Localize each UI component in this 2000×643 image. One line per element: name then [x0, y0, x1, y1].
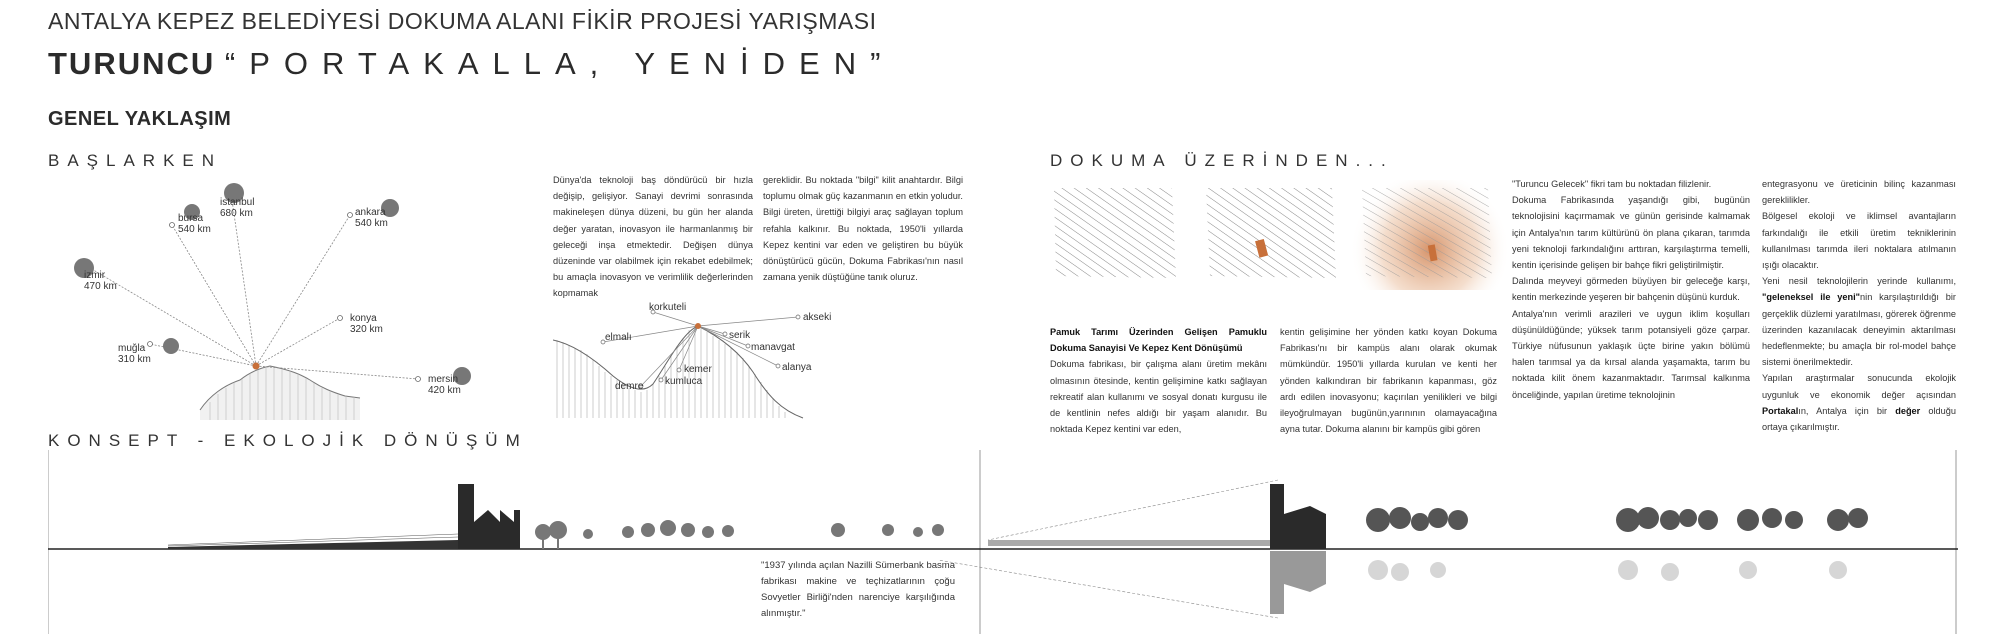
region-map [553, 300, 853, 420]
place-demre: demre [615, 381, 644, 392]
diagram-field-2 [1206, 188, 1336, 278]
text-col3-heading: Pamuk Tarımı Üzerinden Gelişen Pamuklu Dokuma Sanayisi Ve Kepez Kent Dönüşümü [1050, 327, 1267, 354]
text-col6-p2: Bölgesel ekoloji ve iklimsel avantajların farkındalığı ile etkili üretim tekniklerinin kullanılması tarımda ileri noktalara atılmanın ışığı olacaktır. [1762, 211, 1956, 271]
distance-map [60, 180, 480, 420]
place-manavgat: manavgat [751, 342, 795, 353]
diagram-field-3 [1362, 188, 1492, 278]
text-column-5 [1512, 176, 1750, 403]
text-col6-p4: Yapılan araştırmalar sonucunda ekolojik uygunluk ve ekonomik değer açısından Portakalın, Antalya için bir değer olduğu ortaya çıkarılmıştır. [1762, 373, 1956, 433]
place-alanya: alanya [782, 362, 812, 373]
text-column-1 [553, 172, 753, 302]
city-label-ankara: ankara 540 km [355, 207, 388, 229]
text-col4-p1: kentin gelişimine her yönden katkı koyan Dokuma Fabrikası'nı bir kampüs alanı olarak okumak mümkündür. 1950'li yıllarda kurulan ve kenti her yönden kalkındıran bir fabrikanın kapanması, göz ardı edilen inovasyonu; kaçırılan yenilikleri ve bilgi ileyoğrulmayan bugünün,yarınının olamayacağına ayna tutar. Dokuma alanını bir kampüs gibi gören [1280, 327, 1497, 435]
competition-title: ANTALYA KEPEZ BELEDİYESİ DOKUMA ALANI FİKİR PROJESİ YARIŞMASI [48, 8, 877, 34]
text-column-2 [763, 172, 963, 285]
concept-section [48, 448, 1960, 638]
factory-reflection [1270, 551, 1326, 614]
dokuma-diagrams-svg [1050, 180, 1520, 290]
text-col3-p1: Dokuma fabrikası, bir çalışma alanı üretim mekânı olmasının ötesinde, kentin gelişimine katkı sağlayan rekreatif alan kullanımı ve sosyal donatı kurgusu ile de kentlinin nefes aldığı bir yaşam alanıdır. Bu noktada Kepez kentini var eden, [1050, 359, 1267, 435]
heading-konsept: KONSEPT - EKOLOJİK DÖNÜŞÜM [48, 431, 528, 450]
text-col5-p1: "Turuncu Gelecek" fikri tam bu noktadan filizlenir. [1512, 179, 1712, 189]
concept-section-svg [48, 448, 1960, 638]
diagram-field-1 [1054, 188, 1176, 278]
place-korkuteli: korkuteli [649, 302, 687, 313]
dokuma-diagrams [1050, 180, 1520, 290]
text-col6-p3: Yeni nesil teknolojilerin yerinde kullanımı, "geleneksel ile yeni"nin karşılaştırıldığı bir gerçeklik düzlemi yaratılması, görerek öğrenme üzerinden kazanılacak deneyimin aktarılması hedeflenmekte; bu amaçla bir rol-model bahçe sistemi önerilmektedir. [1762, 276, 1956, 368]
trees-right [1366, 507, 1868, 532]
factory-silhouette-2 [1270, 484, 1326, 549]
project-title [48, 46, 894, 82]
text-column-3 [1050, 324, 1267, 437]
text-col5-p3: Dalında meyveyi görmeden büyüyen bir geleceğe karşı, kentin merkezinde yeşeren bir bahçenin düşünü kurduk. [1512, 276, 1750, 303]
dotted-row [988, 540, 1308, 546]
city-label-konya: konya 320 km [350, 313, 383, 335]
heading-baslarken: BAŞLARKEN [48, 151, 223, 170]
text-col5-p4: Antalya'nın verimli arazileri ve uygun iklim koşulları düşünüldüğünde; yüksek tarım potansiyeli göze çarpar. Türkiye nüfusunun yaklaşık üçte birine yakın bölümü halen tarımsal ya da kırsal alanda yaşamakta, tarım bu noktada kilit önem kazanmaktadır. Tarımsal kalkınma önceliğinde, yapılan üretime teknolojinin [1512, 308, 1750, 400]
antalya-center-marker [695, 323, 701, 329]
place-kemer: kemer [684, 364, 712, 375]
trees-left [535, 520, 944, 549]
text-col5-p2: Dokuma Fabrikasında yaşandığı gibi, bugünün teknolojisini kaçırmamak ve günün gerisinde kalmamak için Antalya'nın tarım kültürünü ön plana çıkaran, tarımda yeni teknoloji farkındalığını arttıran, karşılaştırma temelli, kentin içerisinde gelişen bir bahçe fikri geliştirilmiştir. [1512, 195, 1750, 271]
section-heading-genel-yaklasim: GENEL YAKLAŞIM [48, 108, 232, 130]
city-label-izmir: izmir 470 km [84, 270, 117, 292]
text-col1-p1: Dünya'da teknoloji baş döndürücü bir hızla değişip, gelişiyor. Sanayi devrimi sonrasında makineleşen dünya düzeni, bu gün her alanda değer yaratan, inovasyon ile harmanlanmış bir geleceği inşa etmektedir. Değişen dünya düzeninde var olabilmek için rekabet edebilmek; bu amaçla inovasyon ve verimlilik değerlerinden kopmamak [553, 175, 753, 299]
city-label-mugla: muğla 310 km [118, 343, 151, 365]
place-akseki: akseki [803, 312, 832, 323]
text-column-6 [1762, 176, 1956, 435]
place-elmali: elmalı [605, 332, 632, 343]
place-serik: serik [729, 330, 751, 341]
project-title-bold: TURUNCU [48, 46, 216, 81]
place-kumluca: kumluca [665, 376, 703, 387]
text-col2-p1: gereklidir. Bu noktada "bilgi" kilit anahtardır. Bilgi toplumu olmak güç kazanmanın en etkin yoludur. Bilgi üreten, ürettiği bilgiyi araç sağlayan toplum refahla kalkınır. Bu noktada, 1950'li yıllarda Kepez kentini var eden ve geliştiren bu büyük dönüştürücü gücün, Dokuma Fabrikası'nın nasıl zamana yenik düştüğüne tanık oluruz. [763, 175, 963, 283]
distance-map-svg [60, 180, 480, 420]
text-col6-p1: entegrasyonu ve üreticinin bilinç kazanması gereklilikler. [1762, 179, 1956, 206]
factory-silhouette [458, 484, 520, 549]
heading-dokuma: DOKUMA ÜZERİNDEN... [1050, 151, 1394, 170]
city-label-mersin: mersin 420 km [428, 374, 461, 396]
text-column-4 [1280, 324, 1497, 437]
tree-reflections [1368, 560, 1847, 581]
antalya-marker [253, 363, 260, 370]
region-hatch [557, 326, 785, 418]
quote-sumerbank: "1937 yılında açılan Nazilli Sümerbank basma fabrikası makine ve teçhizatlarının çoğu Sovyetler Birliği'nden narenciye karşılığında alınmıştır." [761, 560, 955, 619]
project-title-quote: “PORTAKALLA, YENİDEN” [224, 46, 895, 81]
city-label-bursa: bursa 540 km [178, 213, 211, 235]
city-label-istanbul: istanbul 680 km [220, 197, 255, 219]
